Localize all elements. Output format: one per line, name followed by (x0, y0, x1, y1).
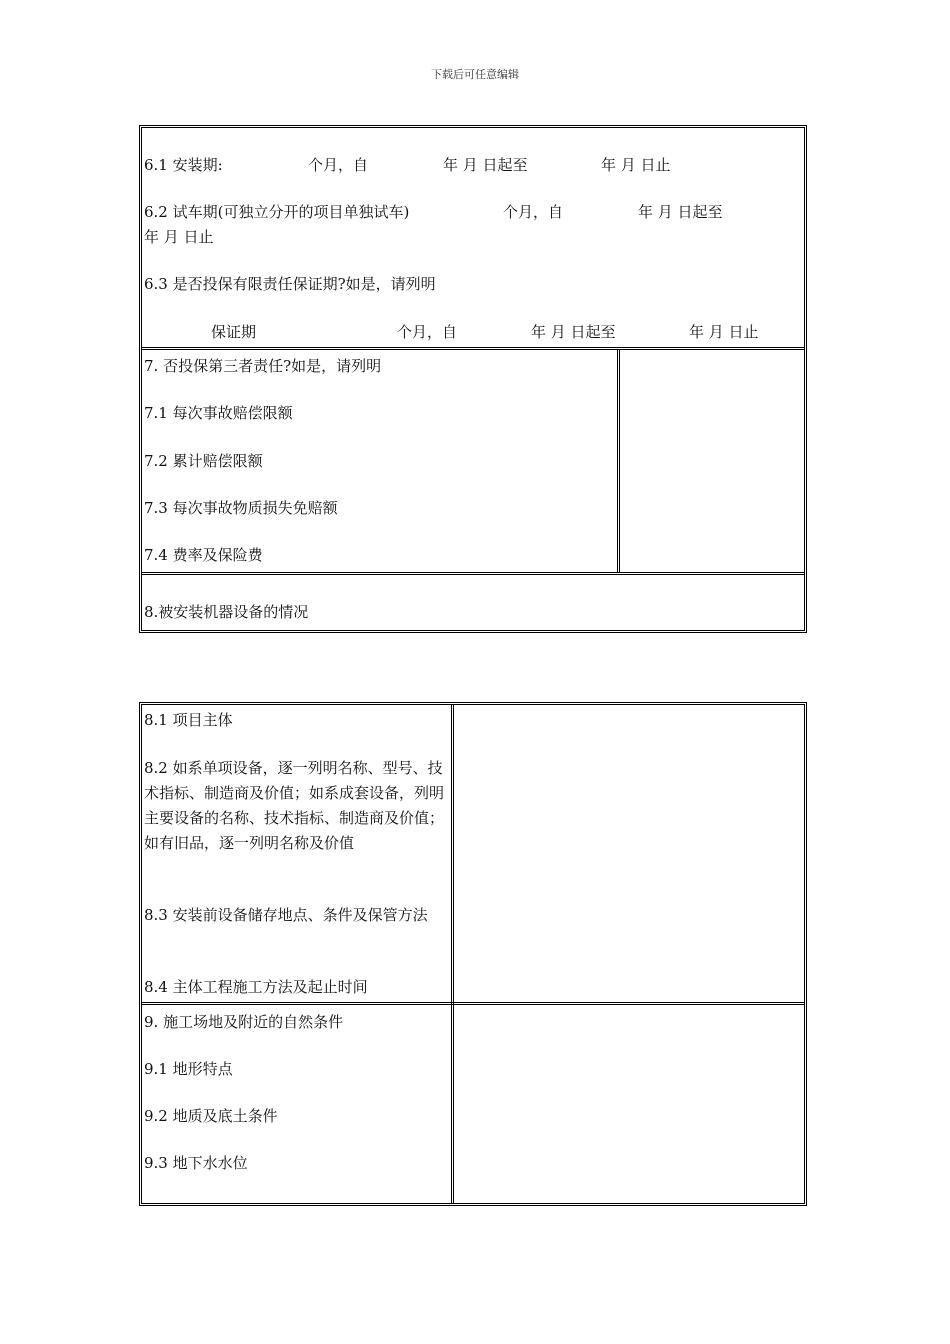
header-note: 下载后可任意编辑 (431, 68, 519, 81)
guarantee-period-label: 保证期 (211, 323, 257, 341)
section-divider-8-9 (141, 1002, 805, 1005)
rate-and-premium: 7.4 费率及保险费 (144, 546, 263, 564)
install-period-months: 个月，自 (308, 156, 369, 174)
guarantee-period-from: 年 月 日起至 (531, 323, 616, 341)
terrain-features: 9.1 地形特点 (144, 1060, 233, 1078)
limit-per-accident: 7.1 每次事故赔偿限额 (144, 404, 293, 422)
install-period-label: 6.1 安装期: (144, 156, 223, 174)
installed-equipment-heading: 8.被安装机器设备的情况 (144, 603, 309, 621)
guarantee-question: 6.3 是否投保有限责任保证期?如是，请列明 (144, 275, 436, 293)
geology-and-subsoil: 9.2 地质及底土条件 (144, 1107, 278, 1125)
storage-before-installation: 8.3 安装前设备储存地点、条件及保管方法 (144, 906, 428, 924)
section-7-column-divider (617, 349, 620, 573)
third-party-liability-question: 7. 否投保第三者责任?如是，请列明 (144, 357, 382, 375)
section-divider-6-7 (141, 347, 805, 350)
section-divider-7-8 (141, 572, 805, 575)
groundwater-level: 9.3 地下水水位 (144, 1154, 248, 1172)
site-natural-conditions: 9. 施工场地及附近的自然条件 (144, 1013, 344, 1031)
cumulative-limit: 7.2 累计赔偿限额 (144, 452, 263, 470)
equipment-description: 8.2 如系单项设备，逐一列明名称、型号、技术指标、制造商及价值；如系成套设备，列明主要设备的名称、技术指标、制造商及价值；如有旧品，逐一列明名称及价值 (144, 759, 445, 852)
project-main-body: 8.1 项目主体 (144, 711, 233, 729)
trial-period-months: 个月，自 (503, 203, 564, 221)
install-period-from: 年 月 日起至 (443, 156, 528, 174)
trial-period-label: 6.2 试车期(可独立分开的项目单独试车) (144, 203, 410, 221)
trial-period-to: 年 月 日止 (144, 228, 214, 246)
trial-period-from: 年 月 日起至 (638, 203, 723, 221)
guarantee-period-to: 年 月 日止 (689, 323, 759, 341)
install-period-to: 年 月 日止 (601, 156, 671, 174)
guarantee-period-months: 个月，自 (397, 323, 458, 341)
construction-method-and-timing: 8.4 主体工程施工方法及起止时间 (144, 978, 368, 996)
table-2-column-divider (451, 704, 454, 1204)
deductible-per-accident: 7.3 每次事故物质损失免赔额 (144, 499, 338, 517)
